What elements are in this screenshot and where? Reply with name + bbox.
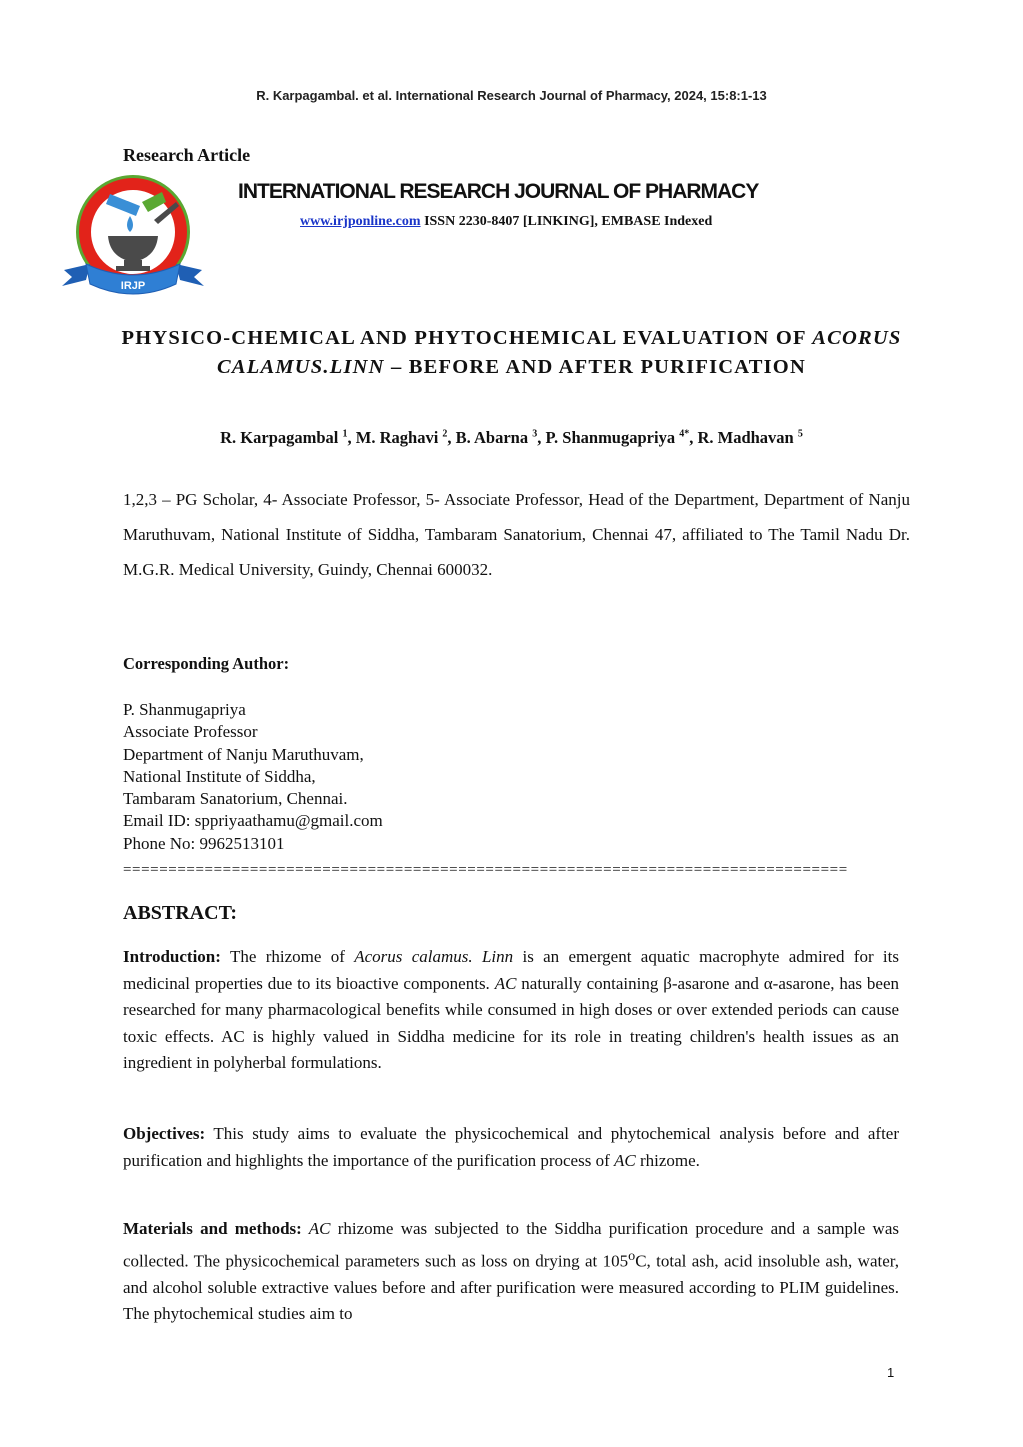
issn-text: ISSN 2230-8407 [LINKING], EMBASE Indexed — [420, 214, 713, 229]
journal-website-link[interactable]: www.irjponline.com — [300, 214, 421, 229]
corr-line: P. Shanmugapriya — [123, 700, 246, 719]
corr-line: Tambaram Sanatorium, Chennai. — [123, 789, 348, 809]
page-number: 1 — [887, 1365, 895, 1380]
species-name: ACORUS CALAMUS.LINN — [217, 327, 902, 378]
journal-name: INTERNATIONAL RESEARCH JOURNAL OF PHARMACY — [238, 180, 759, 203]
logo-ribbon-text: IRJP — [120, 280, 146, 292]
author: R. Karpagambal $^1$, — [220, 428, 356, 447]
abstract-methods: Materials and methods: AC rhizome was subjected to the Siddha purification procedure and a sample was collected. The physicochemical parameters such as loss on drying at 105$^o$C, total ash, acid insoluble ash, water, and alcohol soluble extractive values before and after purification were measured according to PLIM guidelines. The phytochemical studies aim to — [123, 1219, 899, 1324]
corresponding-author-details — [123, 699, 383, 855]
affiliation: 1,2,3 – PG Scholar, 4- Associate Professor, 5- Associate Professor, Head of the Department, Department of Nanju Maruthuvam, National Institute of Siddha, Tambaram Sanatorium, Chennai 47, affiliated to The Tamil Nadu Dr. M.G.R. Medical University, Guindy, Chennai 600032. — [123, 490, 910, 579]
corr-email: Email ID: sppriyaathamu@gmail.com — [123, 811, 383, 831]
abstract-introduction: Introduction: The rhizome of Acorus calamus. Linn is an emergent aquatic macrophyte admired for its medicinal properties due to its bioactive components. AC naturally containing β-asarone and α-asarone, has been researched for many pharmacological benefits while consumed in high doses or over extended periods can cause toxic effects. AC is highly valued in Siddha medicine for its role in treating children's health issues as an ingredient in polyherbal formulations. — [123, 947, 899, 1073]
author: B. Abarna $^3$, — [455, 428, 546, 447]
journal-info — [300, 214, 712, 230]
author: M. Raghavi $^2$, — [355, 428, 456, 447]
corr-line: National Institute of Siddha, — [123, 766, 316, 786]
journal-logo — [58, 172, 208, 306]
corr-phone: Phone No: 9962513101 — [123, 833, 285, 853]
corresponding-author-label: Corresponding Author: — [123, 654, 290, 673]
corr-line: Associate Professor — [123, 722, 258, 742]
author: R. Madhavan $^5$ — [697, 428, 803, 447]
article-title: PHYSICO-CHEMICAL AND PHYTOCHEMICAL EVALUATION OF ACORUS CALAMUS.LINN – BEFORE AND AFTER PURIFICATION — [121, 327, 902, 378]
corr-line: Department of Nanju Maruthuvam, — [123, 744, 364, 764]
author: P. Shanmugapriya $^{4*}$, — [545, 428, 698, 447]
section-divider: ================================================================================ — [123, 862, 848, 878]
running-header: R. Karpagambal. et al. International Research Journal of Pharmacy, 2024, 15:8:1-13 — [256, 88, 767, 103]
author-list — [0, 428, 1023, 448]
article-type: Research Article — [123, 145, 251, 165]
abstract-objectives: Objectives: This study aims to evaluate the physicochemical and phytochemical analysis before and after purification and highlights the importance of the purification process of AC rhizome. — [123, 1124, 899, 1170]
abstract-heading: ABSTRACT: — [123, 902, 238, 924]
